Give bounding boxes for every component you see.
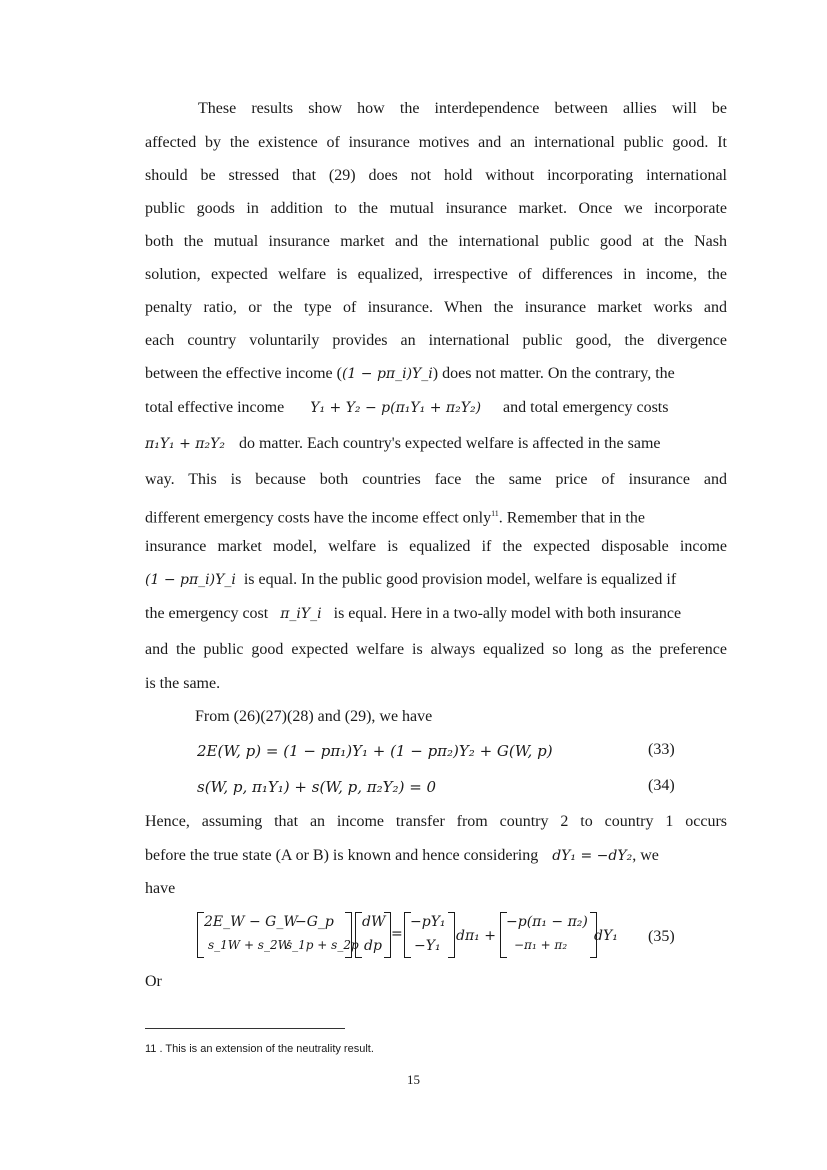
equation-34: s(W, p, π₁Y₁) + s(W, p, π₂Y₂) = 0 — [197, 778, 437, 796]
vector-cell: −pY₁ — [410, 914, 446, 930]
text-span: . Remember that in the — [498, 509, 645, 527]
equation-number: (34) — [648, 777, 675, 794]
equation-33: 2E(W, p) = (1 − pπ₁)Y₁ + (1 − pπ₂)Y₂ + G(W, p) — [197, 742, 553, 760]
text-line: way. This is because both countries face the same price of insurance and — [145, 471, 727, 488]
text-line — [145, 364, 727, 384]
footnote-marker[interactable]: 11 — [491, 509, 499, 518]
text-line — [145, 504, 727, 528]
differential: dY₁ — [594, 928, 618, 944]
text-span: is equal. In the public good provision model, welfare is equalized if — [243, 571, 677, 588]
page-number: 15 — [407, 1072, 420, 1087]
text-line: public goods in addition to the mutual insurance market. Once we incorporate — [145, 200, 727, 217]
text-line: each country voluntarily provides an international public good, the divergence — [145, 332, 727, 349]
matrix-cell: −G_p — [295, 914, 334, 930]
math-expression: dY₁ = −dY₂ — [552, 848, 633, 864]
text-span: the emergency cost — [145, 605, 269, 622]
text-line: both the mutual insurance market and the international public good at the Nash — [145, 233, 727, 250]
text-line: penalty ratio, or the type of insurance. When the insurance market works and — [145, 299, 727, 316]
bracket — [197, 912, 204, 958]
bracket — [448, 912, 455, 958]
text-span: between the effective income ( — [145, 365, 342, 382]
bracket — [345, 912, 352, 958]
equation-number: (35) — [648, 928, 675, 945]
text-span: do matter. Each country's expected welfare is affected in the same — [238, 435, 661, 452]
text-span: , we — [632, 847, 659, 864]
math-expression: (1 − pπ_i)Y_i — [341, 366, 433, 382]
text-line: affected by the existence of insurance motives and an international public good. It — [145, 134, 727, 151]
text-line — [145, 398, 727, 418]
text-span: before the true state (A or B) is known and hence considering — [145, 847, 539, 864]
text-span: different emergency costs have the income effect only — [145, 509, 492, 527]
text-span: ) does not matter. On the contrary, the — [432, 365, 675, 382]
vector-cell: −π₁ + π₂ — [514, 938, 568, 952]
text-span: total effective income — [145, 399, 285, 416]
equals-sign: = — [391, 926, 403, 942]
text-line: should be stressed that (29) does not hold without incorporating international — [145, 167, 727, 184]
text-line — [145, 434, 727, 454]
vector-cell: −Y₁ — [414, 938, 441, 954]
footnote-rule — [145, 1028, 345, 1029]
vector-cell: dW — [362, 914, 386, 930]
vector-cell: dp — [364, 938, 382, 954]
math-expression: Y₁ + Y₂ − p(π₁Y₁ + π₂Y₂) — [310, 400, 482, 416]
matrix-cell: 2E_W − G_W — [204, 914, 298, 930]
text-line: is the same. — [145, 675, 221, 692]
text-line: These results show how the interdependence between allies will be — [198, 100, 727, 117]
text-line: Hence, assuming that an income transfer from country 2 to country 1 occurs — [145, 813, 727, 830]
footnote: 11 . This is an extension of the neutrality result. — [145, 1043, 374, 1055]
text-line: From (26)(27)(28) and (29), we have — [195, 708, 433, 725]
differential: dπ₁ + — [456, 928, 496, 944]
text-line: solution, expected welfare is equalized, irrespective of differences in income, the — [145, 266, 727, 283]
text-span: is equal. Here in a two-ally model with both insurance — [333, 605, 682, 622]
text-line — [145, 604, 727, 624]
text-line: insurance market model, welfare is equalized if the expected disposable income — [145, 538, 727, 555]
text-line: have — [145, 880, 176, 897]
equation-number: (33) — [648, 741, 675, 758]
math-expression: π₁Y₁ + π₂Y₂ — [145, 436, 225, 452]
text-line — [145, 846, 727, 866]
bracket — [384, 912, 391, 958]
matrix-cell: s_1W + s_2W — [208, 938, 290, 952]
or-text: Or — [145, 973, 162, 990]
matrix-cell: s_1p + s_2p — [286, 938, 359, 952]
vector-cell: −p(π₁ − π₂) — [506, 914, 588, 930]
math-expression: π_iY_i — [280, 606, 322, 622]
text-span: and total emergency costs — [503, 399, 669, 416]
bracket — [355, 912, 362, 958]
text-line: and the public good expected welfare is always equalized so long as the preference — [145, 641, 727, 658]
math-expression: (1 − pπ_i)Y_i — [145, 572, 236, 588]
text-line — [145, 570, 727, 590]
